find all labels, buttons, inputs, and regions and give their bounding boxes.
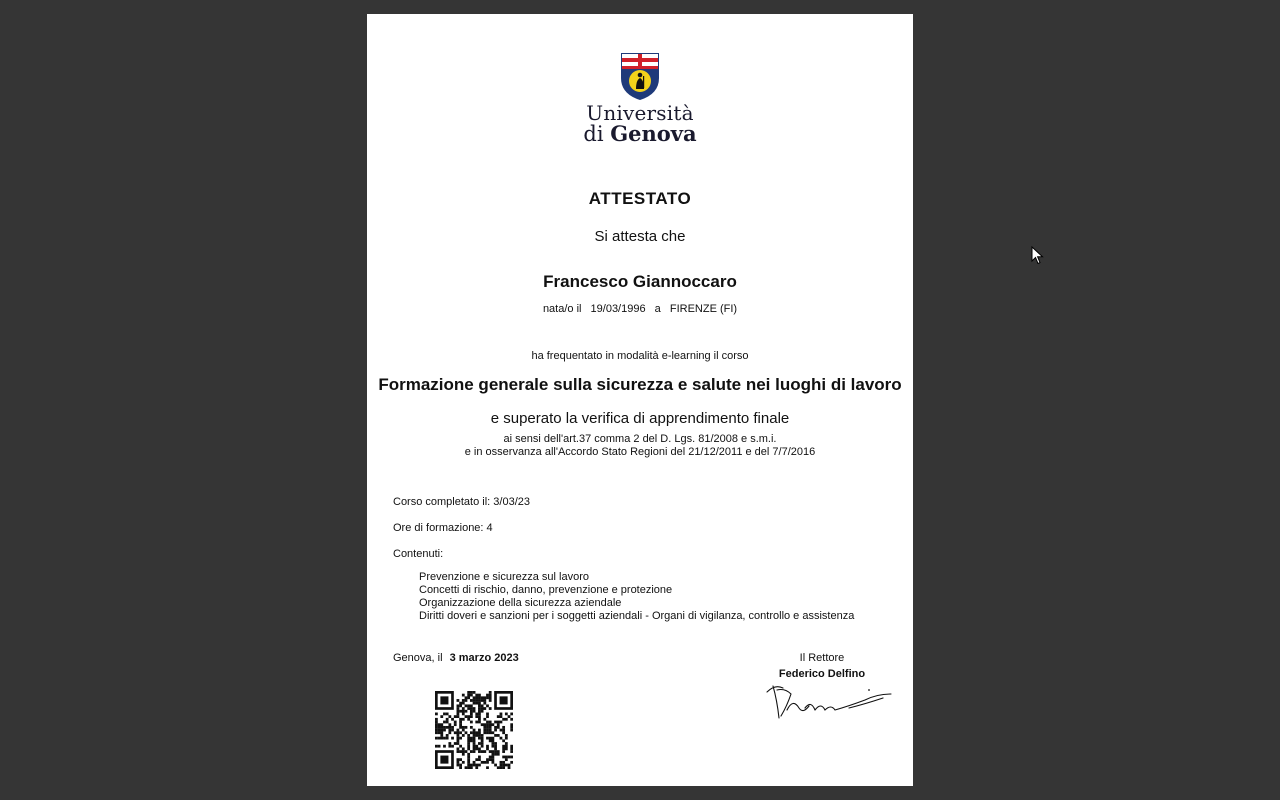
rector-title: Il Rettore: [799, 652, 845, 664]
contents-list: [419, 571, 854, 623]
mouse-cursor-icon: [1031, 246, 1045, 266]
issue-date-line: [393, 652, 519, 664]
legal-line-2: e in osservanza all'Accordo Stato Regioni del 21/12/2011 e del 7/7/2016: [464, 446, 816, 458]
list-item: Concetti di rischio, danno, prevenzione e protezione: [419, 584, 673, 596]
certificate-intro: Si attesta che: [594, 228, 686, 245]
university-name-city: Genova: [610, 121, 697, 146]
person-name: Francesco Giannoccaro: [543, 272, 737, 291]
list-item: Prevenzione e sicurezza sul lavoro: [419, 571, 589, 583]
completed-date: 3/03/23: [493, 496, 530, 508]
rector-name: Federico Delfino: [778, 668, 866, 680]
signature-icon: [765, 680, 895, 724]
completed-info: [393, 496, 530, 508]
list-item: Diritti doveri e sanzioni per i soggetti aziendali - Organi di vigilanza, controllo e assistenza: [419, 610, 855, 622]
attended-text: ha frequentato in modalità e-learning il corso: [531, 350, 749, 362]
hours-info: [393, 522, 493, 534]
contents-label: Contenuti:: [393, 548, 444, 560]
shield-icon: [590, 50, 690, 102]
legal-line-1: ai sensi dell'art.37 comma 2 del D. Lgs. 81/2008 e s.m.i.: [503, 433, 777, 445]
place-label: Genova, il: [393, 652, 443, 664]
university-name-line1: Università: [586, 101, 694, 125]
rector-signature: [765, 680, 895, 724]
course-title: Formazione generale sulla sicurezza e salute nei luoghi di lavoro: [378, 375, 902, 394]
birth-place: FIRENZE (FI): [669, 303, 738, 315]
university-name-line2: [367, 123, 913, 145]
birth-info: [367, 303, 913, 315]
list-item: Organizzazione della sicurezza aziendale: [419, 597, 622, 609]
certificate-page: [367, 14, 913, 786]
birth-label: nata/o il: [542, 303, 582, 315]
birth-place-label: a: [654, 303, 661, 315]
certificate-title: ATTESTATO: [588, 189, 692, 208]
hours-label: Ore di formazione:: [393, 522, 484, 534]
passed-text: e superato la verifica di apprendimento finale: [490, 410, 790, 427]
qr-code: [435, 691, 513, 769]
qr-code-icon: [435, 691, 513, 769]
birth-date: 19/03/1996: [590, 303, 646, 315]
issue-date: 3 marzo 2023: [449, 652, 519, 664]
university-name-prefix: di: [583, 122, 604, 146]
completed-label: Corso completato il:: [393, 496, 491, 508]
hours-value: 4: [486, 522, 493, 534]
